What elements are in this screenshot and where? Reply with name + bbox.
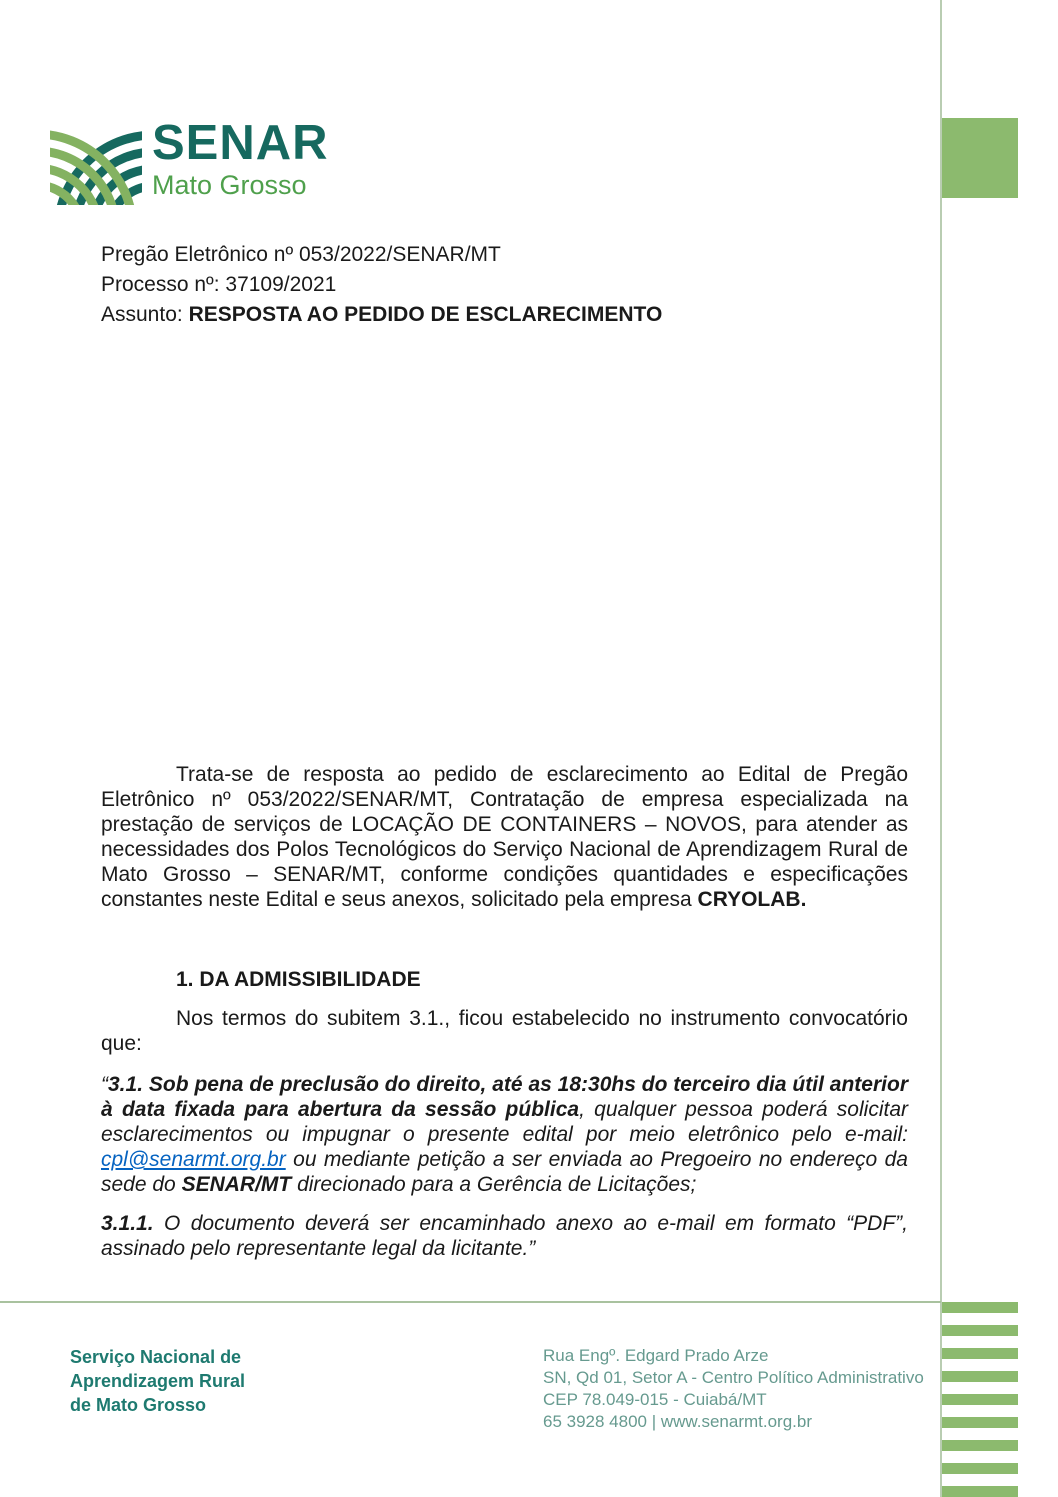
senar-logo bbox=[50, 111, 329, 205]
document-body bbox=[101, 762, 908, 1261]
quote-open-mark: “ bbox=[101, 1073, 108, 1096]
green-accent-stripes bbox=[942, 1302, 1018, 1497]
cpl-email-link[interactable]: cpl@senarmt.org.br bbox=[101, 1148, 286, 1171]
logo-region-name: Mato Grosso bbox=[152, 170, 307, 200]
logo-brand-name: SENAR bbox=[152, 116, 329, 170]
quote-mid-text: , qualquer pessoa poderá solicitar esclarecimentos ou impugnar o presente edital por meio eletrônico pelo e-mail: bbox=[101, 1098, 908, 1146]
meta-processo-line: Processo nº: 37109/2021 bbox=[101, 273, 337, 296]
section-1-heading: 1. DA ADMISSIBILIDADE bbox=[176, 968, 421, 991]
document-meta bbox=[101, 240, 662, 330]
footer-address-line: 65 3928 4800 | www.senarmt.org.br bbox=[543, 1412, 813, 1431]
footer-institution bbox=[70, 1345, 245, 1417]
footer-address-line: SN, Qd 01, Setor A - Centro Político Administrativo bbox=[543, 1368, 924, 1387]
footer-institution-line: Aprendizagem Rural bbox=[70, 1371, 246, 1391]
senar-wheat-icon bbox=[50, 111, 142, 205]
edital-clause-3-1-1 bbox=[101, 1211, 908, 1261]
meta-assunto-label: Assunto: bbox=[101, 303, 189, 326]
clause-text: O documento deverá ser encaminhado anexo ao e-mail em formato “PDF”, assinado pelo representante legal da licitante.” bbox=[101, 1212, 908, 1260]
quote-mid-text-2: ou mediante petição a ser enviada ao Pregoeiro no endereço da sede do bbox=[101, 1148, 908, 1196]
edital-quote-3-1 bbox=[101, 1072, 908, 1197]
footer-address-line: Rua Engº. Edgard Prado Arze bbox=[543, 1346, 769, 1365]
intro-paragraph-text: Trata-se de resposta ao pedido de esclarecimento ao Edital de Pregão Eletrônico nº 053/2022/SENAR/MT, Contratação de empresa especializada na prestação de serviços de LOCAÇÃO DE CONTAINERS – NOVOS, para atender as necessidades dos Polos Tecnológicos do Serviço Nacional de Aprendizagem Rural de Mato Grosso – SENAR/MT, conforme condições quantidades e especificações constantes neste Edital e seus anexos, solicitado pela empresa bbox=[101, 763, 908, 911]
meta-pregao-line: Pregão Eletrônico nº 053/2022/SENAR/MT bbox=[101, 243, 501, 266]
senar-logo-text bbox=[152, 111, 329, 201]
footer-institution-line: Serviço Nacional de bbox=[70, 1347, 242, 1367]
intro-paragraph bbox=[101, 762, 908, 912]
footer-address-line: CEP 78.049-015 - Cuiabá/MT bbox=[543, 1390, 767, 1409]
quote-end-text: direcionado para a Gerência de Licitações; bbox=[291, 1173, 697, 1196]
quote-senar-mt: SENAR/MT bbox=[181, 1173, 292, 1196]
quote-bold-lead: 3.1. Sob pena de preclusão do direito, até as 18:30hs do terceiro dia útil anterior à data fixada para abertura da sessão pública bbox=[101, 1073, 908, 1121]
section-1-paragraph: Nos termos do subitem 3.1., ficou estabelecido no instrumento convocatório que: bbox=[101, 1007, 908, 1055]
company-name: CRYOLAB. bbox=[697, 888, 807, 911]
green-accent-square bbox=[942, 118, 1018, 198]
meta-assunto-value: RESPOSTA AO PEDIDO DE ESCLARECIMENTO bbox=[188, 303, 663, 326]
clause-number: 3.1.1. bbox=[101, 1212, 154, 1235]
footer-address bbox=[543, 1345, 924, 1433]
meta-assunto-line bbox=[101, 300, 662, 330]
right-margin-rule bbox=[940, 0, 942, 1497]
footer-institution-line: de Mato Grosso bbox=[70, 1395, 207, 1415]
footer-divider-rule bbox=[0, 1301, 941, 1303]
